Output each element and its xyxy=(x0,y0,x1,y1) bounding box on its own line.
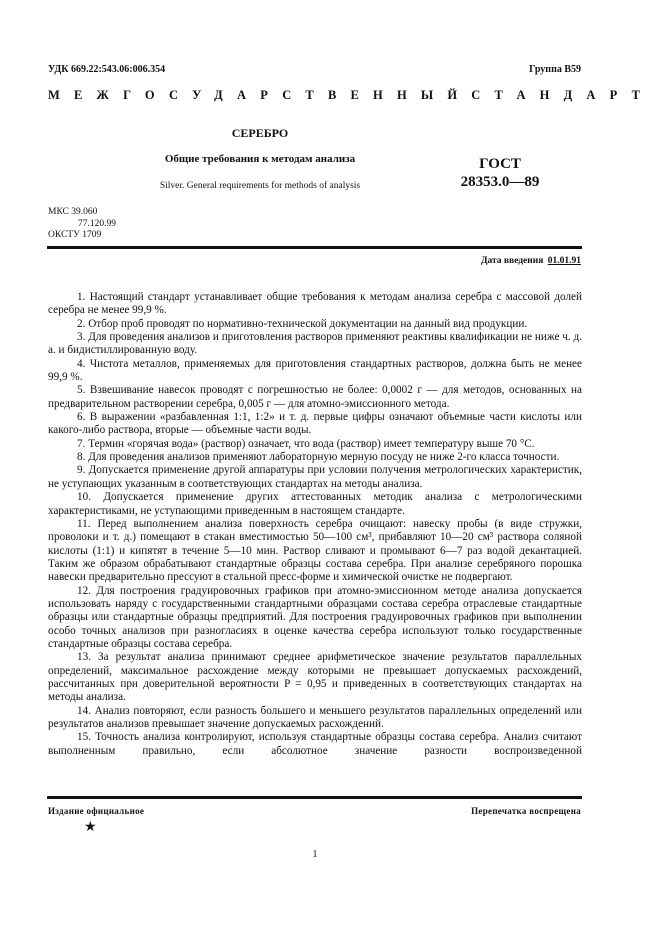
introduction-date xyxy=(481,256,581,266)
gost-number: 28353.0—89 xyxy=(460,174,540,190)
paragraph-5: 5. Взвешивание навесок проводят с погрешностью не более: 0,0002 г — для методов, основанных на предварительном растворении серебра, 0,005 г — для атомно-эмиссионного метода. xyxy=(48,384,582,410)
category-word-interstate: МЕЖГОСУДАРСТВЕННЫЙ xyxy=(48,88,472,102)
document-title: СЕРЕБРО xyxy=(231,126,289,140)
body-text xyxy=(48,291,582,758)
paragraph-1: 1. Настоящий стандарт устанавливает общие требования к методам анализа серебра с массовой долей серебра не менее 99,9 %. xyxy=(48,291,582,317)
paragraph-4: 4. Чистота металлов, применяемых для приготовления стандартных растворов, должна быть не менее 99,9 %. xyxy=(48,357,582,384)
star-icon: ★ xyxy=(84,820,97,835)
reprint-prohibited-note: Перепечатка воспрещена xyxy=(471,806,581,816)
footer-divider xyxy=(47,796,582,799)
category-word-standard: СТАНДАРТ xyxy=(471,88,655,102)
gost-designation xyxy=(440,155,560,191)
classification-codes xyxy=(48,207,116,242)
group-code: Группа B59 xyxy=(529,64,581,75)
standard-category-heading xyxy=(48,88,655,103)
paragraph-9: 9. Допускается применение другой аппаратуры при условии получения метрологических характеристик, не уступающих указанным в соответствующих стандартах на методы анализа. xyxy=(48,464,582,490)
date-value: 01.01.91 xyxy=(547,256,581,266)
paragraph-13: 13. За результат анализа принимают среднее арифметическое значение результатов параллельных определений, максимальное расхождение между которыми не превышает допускаемых расхождений, рассчитанных при доверительной вероятности P = 0,95 и приведенных в соответствующих стандартах на методы анализа. xyxy=(48,651,582,704)
date-label: Дата введения xyxy=(480,256,544,266)
official-edition-note: Издание официальное xyxy=(48,806,145,816)
gost-label: ГОСТ xyxy=(479,156,521,172)
paragraph-7: 7. Термин «горячая вода» (раствор) означает, что вода (раствор) имеет температуру выше 70 °С. xyxy=(77,437,535,450)
mks-code: МКС 39.060 xyxy=(48,207,98,217)
paragraph-10: 10. Допускается применение других аттестованных методик анализа с метрологическими характеристиками, не уступающими приведенным в настоящем стандарте. xyxy=(48,491,582,517)
paragraph-3: 3. Для проведения анализов и приготовления растворов применяют реактивы квалификации не ниже ч. д. а. и бидистиллированную воду. xyxy=(48,331,582,357)
paragraph-2: 2. Отбор проб проводят по нормативно-технической документации на данный вид продукции. xyxy=(77,317,528,330)
english-title: Silver. General requirements for methods of analysis xyxy=(159,181,361,191)
document-subtitle: Общие требования к методам анализа xyxy=(164,153,356,165)
paragraph-14: 14. Анализ повторяют, если разность большего и меньшего результатов параллельных определений или результатов анализов превышает значение допускаемых расхождений. xyxy=(48,704,582,730)
page-number: 1 xyxy=(312,849,318,860)
paragraph-12: 12. Для построения градуировочных графиков при атомно-эмиссионном методе анализа допускается использовать наряду с государственными стандартными образцами состава серебра отраслевые стандартные образцы или стандартные образцы предприятий. Для построения градуировочных графиков при выполнении особо точных анализов при разногласиях в оценке качества серебра используют только государственные стандартные образцы состава серебра. xyxy=(48,584,582,650)
udk-code: УДК 669.22:543.06:006.354 xyxy=(48,64,166,75)
paragraph-11: 11. Перед выполнением анализа поверхность серебра очищают: навеску пробы (в виде стружки, проволоки и т. д.) помещают в стакан вместимостью 50—100 см³, прибавляют 10—20 см³ раствора соляной кислоты (1:1) и кипятят в течение 5—10 мин. Раствор сливают и промывают 6—7 раз водой декантацией. Таким же образом обрабатывают стандартные образцы состава серебра. При анализе серебряного порошка навески предварительно прессуют в стальной пресс-форме и химической очистке не подвергают. xyxy=(48,517,582,584)
paragraph-8: 8. Для проведения анализов применяют лабораторную мерную посуду не ниже 2-го класса точности. xyxy=(77,451,560,464)
paragraph-6: 6. В выражении «разбавленная 1:1, 1:2» и т. д. первые цифры означают объемные части кислоты или какого-либо раствора, вторые — объемные части воды. xyxy=(48,411,582,437)
paragraph-15: 15. Точность анализа контролируют, используя стандартные образцы состава серебра. Анализ считают выполненным правильно, если абсолютное значение разности воспроизведенной xyxy=(48,731,582,757)
mks-code-extra: 77.120.99 xyxy=(78,218,116,229)
okstu-code: ОКСТУ 1709 xyxy=(48,230,102,240)
header-divider xyxy=(47,246,582,249)
